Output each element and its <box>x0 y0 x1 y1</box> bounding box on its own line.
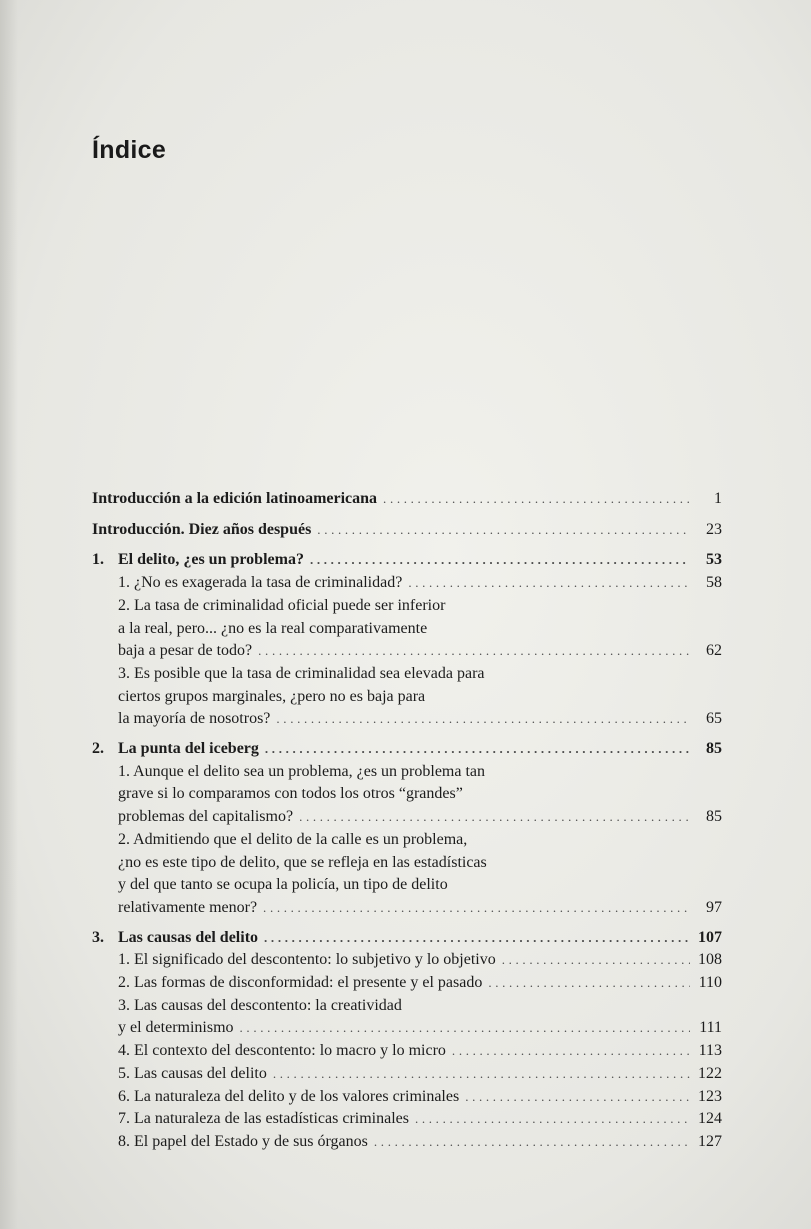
toc-page-number: 127 <box>698 1132 722 1150</box>
toc-section <box>92 972 722 995</box>
section-title: 5. Las causas del delito <box>118 1064 267 1082</box>
dot-leader <box>502 958 690 968</box>
toc-section <box>92 1108 722 1131</box>
toc-page-number: 97 <box>706 898 722 916</box>
toc-section <box>92 995 722 1040</box>
chapter-heading <box>92 927 722 950</box>
toc-chapter-1 <box>92 549 722 731</box>
dot-leader <box>415 1117 690 1127</box>
toc-section <box>92 949 722 972</box>
section-title-line: y el determinismo <box>118 1019 234 1037</box>
dot-leader <box>310 558 690 568</box>
toc-page-number: 62 <box>706 642 722 660</box>
toc-page-number: 53 <box>706 551 722 569</box>
dot-leader <box>273 1072 690 1082</box>
toc-section <box>92 1040 722 1063</box>
section-title-line: 2. Admitiendo que el delito de la calle es un problema, <box>118 830 468 848</box>
section-title-line: 3. Es posible que la tasa de criminalidad sea elevada para <box>118 664 485 682</box>
section-title: 1. El significado del descontento: lo subjetivo y lo objetivo <box>118 951 496 969</box>
toc-entry-intro-ten-years <box>92 519 722 542</box>
toc-page-number: 85 <box>706 740 722 758</box>
toc-section <box>92 829 722 920</box>
toc-section <box>92 1086 722 1109</box>
dot-leader <box>452 1049 690 1059</box>
section-title: 2. Las formas de disconformidad: el presente y el pasado <box>118 974 483 992</box>
chapter-number: 3. <box>92 928 104 946</box>
section-title-line: y del que tanto se ocupa la policía, un tipo de delito <box>118 876 448 894</box>
toc-section <box>92 572 722 595</box>
dot-leader <box>258 649 690 659</box>
section-title-line: 3. Las causas del descontento: la creatividad <box>118 996 402 1014</box>
section-title-line: 2. La tasa de criminalidad oficial puede ser inferior <box>118 596 446 614</box>
dot-leader <box>408 581 690 591</box>
toc-chapter-2 <box>92 738 722 920</box>
dot-leader <box>465 1094 690 1104</box>
toc-entry-intro-latam <box>92 488 722 511</box>
chapter-heading <box>92 549 722 572</box>
toc-page-number: 108 <box>698 951 722 969</box>
chapter-title: Las causas del delito <box>118 928 259 946</box>
toc-entry-title: Introducción a la edición latinoamericana <box>92 490 378 507</box>
section-title-line: ciertos grupos marginales, ¿pero no es baja para <box>118 687 426 705</box>
dot-leader <box>317 527 690 537</box>
dot-leader <box>374 1140 690 1150</box>
section-title: 8. El papel del Estado y de sus órganos <box>118 1132 368 1150</box>
section-title: 1. ¿No es exagerada la tasa de criminalidad? <box>118 574 403 592</box>
toc-page-number: 23 <box>706 520 722 538</box>
toc-page-number: 58 <box>706 574 722 592</box>
toc-section <box>92 595 722 663</box>
chapter-title: El delito, ¿es un problema? <box>118 551 304 569</box>
page-gutter-shadow <box>0 0 18 1229</box>
dot-leader <box>276 717 690 727</box>
section-title-line: grave si lo comparamos con todos los otros “grandes” <box>118 785 463 803</box>
toc-section <box>92 663 722 731</box>
section-title: 4. El contexto del descontento: lo macro y lo micro <box>118 1042 446 1060</box>
toc-section <box>92 1131 722 1154</box>
page-title: Índice <box>92 136 167 164</box>
toc-page-number: 122 <box>698 1064 722 1082</box>
toc-page-number: 113 <box>698 1042 722 1060</box>
toc-page-number: 124 <box>698 1110 722 1128</box>
table-of-contents <box>92 488 722 1161</box>
section-title-line: la mayoría de nosotros? <box>118 710 271 728</box>
section-title: 6. La naturaleza del delito y de los valores criminales <box>118 1087 460 1105</box>
section-title-line: problemas del capitalismo? <box>118 808 294 826</box>
toc-page-number: 123 <box>698 1087 722 1105</box>
chapter-title: La punta del iceberg <box>118 740 259 758</box>
toc-page-number: 107 <box>698 928 722 946</box>
dot-leader <box>383 497 690 507</box>
section-title-line: relativamente menor? <box>118 898 258 916</box>
toc-page-number: 85 <box>706 808 722 826</box>
toc-chapter-3 <box>92 927 722 1154</box>
section-title-line: baja a pesar de todo? <box>118 642 253 660</box>
toc-page-number: 111 <box>699 1019 722 1037</box>
dot-leader <box>265 747 690 757</box>
dot-leader <box>263 906 690 916</box>
section-title-line: a la real, pero... ¿no es la real comparativamente <box>118 619 428 637</box>
toc-section <box>92 761 722 829</box>
toc-section <box>92 1063 722 1086</box>
chapter-number: 2. <box>92 740 104 758</box>
toc-page-number: 1 <box>714 490 722 507</box>
dot-leader <box>240 1026 690 1036</box>
chapter-number: 1. <box>92 551 104 569</box>
dot-leader <box>299 815 690 825</box>
chapter-heading <box>92 738 722 761</box>
dot-leader <box>488 981 690 991</box>
dot-leader <box>264 935 690 945</box>
toc-page-number: 110 <box>698 974 722 992</box>
toc-page-number: 65 <box>706 710 722 728</box>
section-title-line: 1. Aunque el delito sea un problema, ¿es un problema tan <box>118 762 486 780</box>
section-title: 7. La naturaleza de las estadísticas criminales <box>118 1110 409 1128</box>
toc-entry-title: Introducción. Diez años después <box>92 520 312 538</box>
section-title-line: ¿no es este tipo de delito, que se refleja en las estadísticas <box>118 853 487 871</box>
